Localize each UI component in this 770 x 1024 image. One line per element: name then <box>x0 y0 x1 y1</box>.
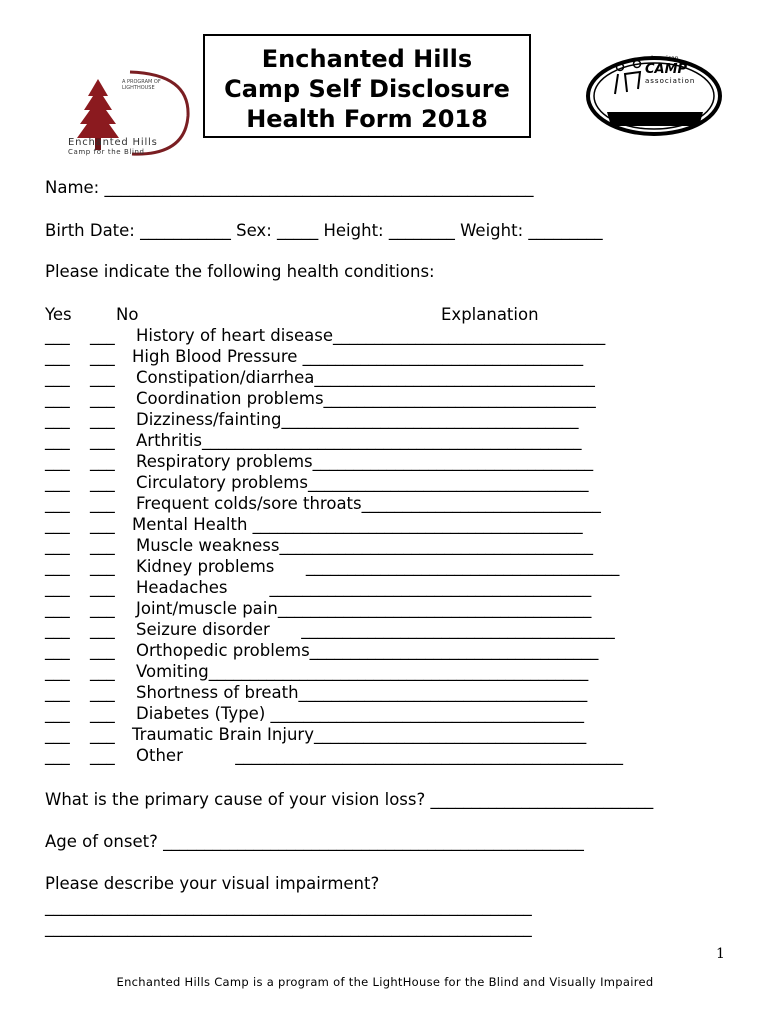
condition-row <box>45 662 725 683</box>
yes-blank[interactable]: ___ <box>45 389 70 408</box>
yes-blank[interactable]: ___ <box>45 557 70 576</box>
no-blank[interactable]: ___ <box>90 599 115 618</box>
condition-label[interactable]: Kidney problems ______________________________________ <box>136 557 620 576</box>
no-blank[interactable]: ___ <box>90 515 115 534</box>
condition-row <box>45 599 725 620</box>
condition-label[interactable]: Diabetes (Type) ______________________________________ <box>136 704 585 723</box>
footer-text: Enchanted Hills Camp is a program of the LightHouse for the Blind and Visually Impaired <box>116 975 654 989</box>
yes-blank[interactable]: ___ <box>45 326 70 345</box>
condition-label[interactable]: Constipation/diarrhea__________________________________ <box>136 368 595 387</box>
condition-label[interactable]: Joint/muscle pain______________________________________ <box>136 599 592 618</box>
visual-impairment-question: Please describe your visual impairment? <box>45 874 380 893</box>
explanation-column-header: Explanation <box>441 305 539 324</box>
yes-blank[interactable]: ___ <box>45 578 70 597</box>
yes-blank[interactable]: ___ <box>45 704 70 723</box>
logo-name-line2: Camp for the Blind <box>68 148 145 156</box>
yes-blank[interactable]: ___ <box>45 620 70 639</box>
yes-blank[interactable]: ___ <box>45 641 70 660</box>
condition-label[interactable]: Orthopedic problems___________________________________ <box>136 641 599 660</box>
condition-row <box>45 431 725 452</box>
no-blank[interactable]: ___ <box>90 368 115 387</box>
condition-row <box>45 326 725 347</box>
no-column-header: No <box>116 305 139 324</box>
condition-row <box>45 389 725 410</box>
condition-label[interactable]: Frequent colds/sore throats_____________________________ <box>136 494 601 513</box>
condition-label[interactable]: Vomiting______________________________________________ <box>136 662 589 681</box>
no-blank[interactable]: ___ <box>90 452 115 471</box>
aca-accredited-logo <box>575 35 715 120</box>
condition-label[interactable]: Traumatic Brain Injury_________________________________ <box>132 725 587 744</box>
yes-column-header: Yes <box>45 305 72 324</box>
condition-row <box>45 641 725 662</box>
condition-row <box>45 368 725 389</box>
title-line3: Health Form 2018 <box>246 105 488 133</box>
yes-blank[interactable]: ___ <box>45 683 70 702</box>
condition-label[interactable]: High Blood Pressure __________________________________ <box>132 347 584 366</box>
condition-label[interactable]: Mental Health ________________________________________ <box>132 515 583 534</box>
enchanted-hills-logo <box>60 45 185 157</box>
no-blank[interactable]: ___ <box>90 746 115 765</box>
condition-label[interactable]: Dizziness/fainting____________________________________ <box>136 410 579 429</box>
conditions-prompt: Please indicate the following health conditions: <box>45 262 435 281</box>
no-blank[interactable]: ___ <box>90 725 115 744</box>
yes-blank[interactable]: ___ <box>45 473 70 492</box>
no-blank[interactable]: ___ <box>90 347 115 366</box>
vision-loss-question[interactable]: What is the primary cause of your vision loss? ___________________________ <box>45 790 654 809</box>
yes-blank[interactable]: ___ <box>45 725 70 744</box>
aca-accredited-text: ACCREDITED <box>607 93 685 106</box>
yes-blank[interactable]: ___ <box>45 662 70 681</box>
condition-row <box>45 746 725 767</box>
condition-label[interactable]: Seizure disorder ______________________________________ <box>136 620 615 639</box>
condition-label[interactable]: Headaches _______________________________________ <box>136 578 592 597</box>
no-blank[interactable]: ___ <box>90 326 115 345</box>
logo-tiny-text: A PROGRAM OF LIGHTHOUSE <box>122 79 161 91</box>
logo-name-line1: Enchanted Hills <box>68 137 158 148</box>
condition-label[interactable]: Respiratory problems__________________________________ <box>136 452 594 471</box>
yes-blank[interactable]: ___ <box>45 368 70 387</box>
condition-row <box>45 725 725 746</box>
condition-row <box>45 704 725 725</box>
no-blank[interactable]: ___ <box>90 662 115 681</box>
title-line1: Enchanted Hills <box>261 45 473 73</box>
condition-row <box>45 620 725 641</box>
page-number: 1 <box>716 946 725 962</box>
condition-row <box>45 410 725 431</box>
yes-blank[interactable]: ___ <box>45 494 70 513</box>
no-blank[interactable]: ___ <box>90 641 115 660</box>
condition-row <box>45 347 725 368</box>
no-blank[interactable]: ___ <box>90 494 115 513</box>
no-blank[interactable]: ___ <box>90 578 115 597</box>
yes-blank[interactable]: ___ <box>45 536 70 555</box>
yes-blank[interactable]: ___ <box>45 452 70 471</box>
condition-row <box>45 578 725 599</box>
visual-impairment-answer-line-1[interactable]: ___________________________________________________________ <box>45 897 532 916</box>
condition-label[interactable]: Circulatory problems__________________________________ <box>136 473 589 492</box>
yes-blank[interactable]: ___ <box>45 431 70 450</box>
no-blank[interactable]: ___ <box>90 704 115 723</box>
aca-camp-text: CAMP <box>645 62 688 77</box>
condition-row <box>45 473 725 494</box>
condition-label[interactable]: History of heart disease_________________________________ <box>136 326 606 345</box>
no-blank[interactable]: ___ <box>90 683 115 702</box>
condition-row <box>45 557 725 578</box>
yes-blank[interactable]: ___ <box>45 599 70 618</box>
yes-blank[interactable]: ___ <box>45 410 70 429</box>
condition-row <box>45 683 725 704</box>
condition-row <box>45 515 725 536</box>
yes-blank[interactable]: ___ <box>45 515 70 534</box>
no-blank[interactable]: ___ <box>90 473 115 492</box>
visual-impairment-answer-line-2[interactable]: ___________________________________________________________ <box>45 918 532 937</box>
no-blank[interactable]: ___ <box>90 620 115 639</box>
condition-label[interactable]: Other _______________________________________________ <box>136 746 624 765</box>
no-blank[interactable]: ___ <box>90 410 115 429</box>
no-blank[interactable]: ___ <box>90 536 115 555</box>
birth-sex-height-weight-field[interactable]: Birth Date: ___________ Sex: _____ Height: ________ Weight: _________ <box>45 221 603 240</box>
condition-row <box>45 452 725 473</box>
name-field[interactable]: Name: ____________________________________________________ <box>45 178 534 197</box>
no-blank[interactable]: ___ <box>90 557 115 576</box>
no-blank[interactable]: ___ <box>90 431 115 450</box>
aca-association-text: association <box>645 77 696 85</box>
condition-label[interactable]: Arthritis______________________________________________ <box>136 431 582 450</box>
condition-row <box>45 494 725 515</box>
no-blank[interactable]: ___ <box>90 389 115 408</box>
condition-row <box>45 536 725 557</box>
yes-blank[interactable]: ___ <box>45 746 70 765</box>
yes-blank[interactable]: ___ <box>45 347 70 366</box>
title-line2: Camp Self Disclosure <box>224 75 510 103</box>
aca-small-text: American <box>650 55 679 62</box>
age-of-onset-question[interactable]: Age of onset? ___________________________________________________ <box>45 832 584 851</box>
form-title <box>203 34 531 138</box>
condition-label[interactable]: Shortness of breath___________________________________ <box>136 683 588 702</box>
condition-label[interactable]: Muscle weakness______________________________________ <box>136 536 593 555</box>
condition-label[interactable]: Coordination problems_________________________________ <box>136 389 596 408</box>
